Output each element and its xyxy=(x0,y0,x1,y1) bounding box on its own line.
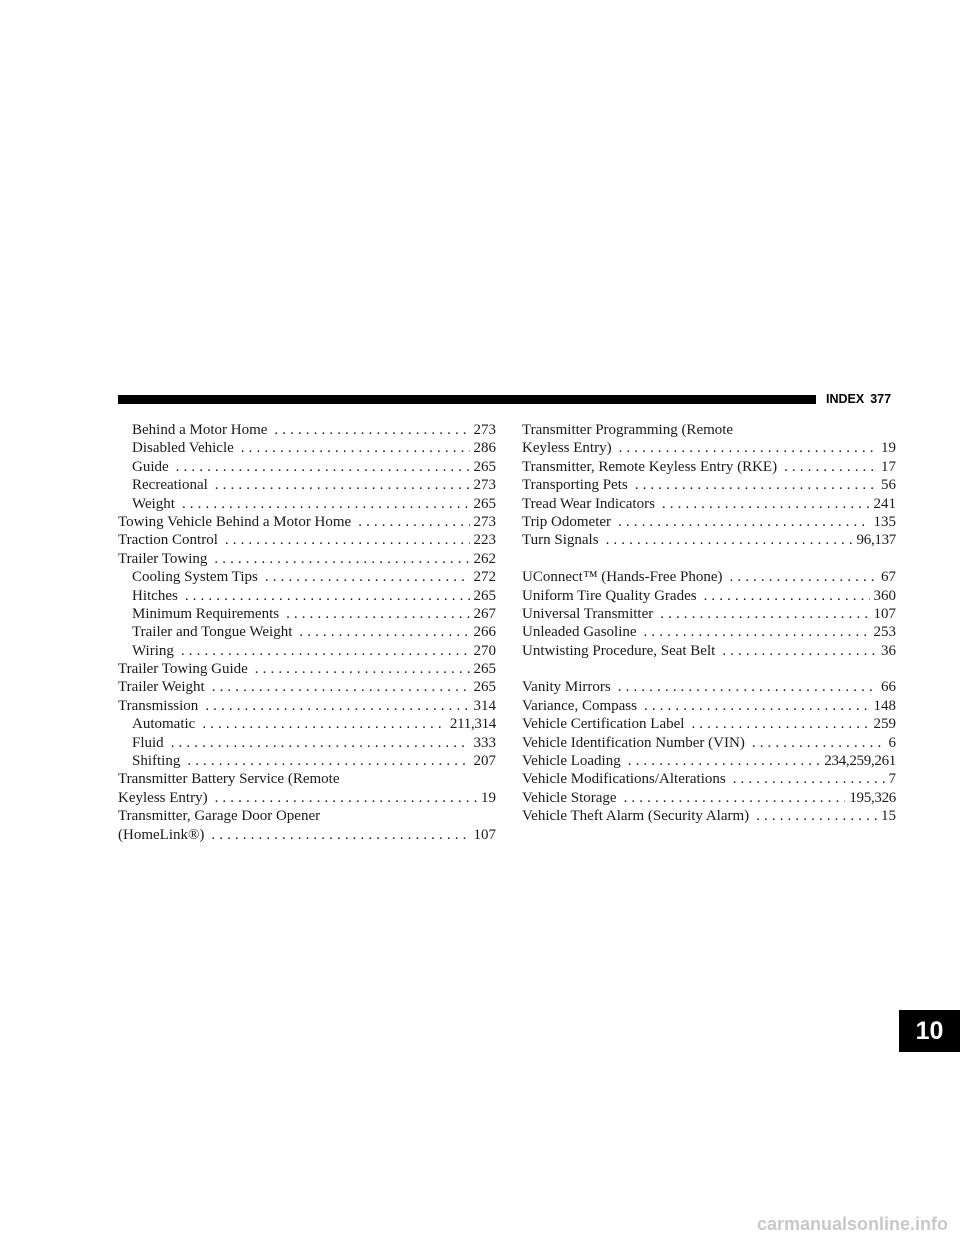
entry-page: 96,137 xyxy=(856,532,896,549)
entry-label: Fluid xyxy=(132,734,164,751)
entry-label: (HomeLink®) xyxy=(118,826,205,843)
index-entry xyxy=(118,476,496,494)
index-entry xyxy=(118,697,496,715)
entry-label: Trailer Towing xyxy=(118,550,208,567)
entry-label: Trailer and Tongue Weight xyxy=(132,624,293,641)
entry-label: Turn Signals xyxy=(522,532,599,549)
dot-leader xyxy=(618,678,877,696)
dot-leader xyxy=(704,587,870,605)
dot-leader xyxy=(618,513,869,531)
dot-leader xyxy=(644,623,870,641)
dot-leader xyxy=(182,495,470,513)
entry-page: 223 xyxy=(473,532,496,549)
header-rule xyxy=(118,395,816,404)
dot-leader xyxy=(215,789,477,807)
index-entry xyxy=(522,807,896,825)
entry-page: 148 xyxy=(873,697,896,714)
entry-page: 267 xyxy=(473,605,496,622)
entry-page: 259 xyxy=(873,716,896,733)
index-entry xyxy=(118,660,496,678)
index-entry xyxy=(522,734,896,752)
dot-leader xyxy=(211,826,469,844)
entry-label: Shifting xyxy=(132,753,181,770)
entry-label: Variance, Compass xyxy=(522,697,637,714)
entry-page: 272 xyxy=(473,569,496,586)
entry-label: Hitches xyxy=(132,587,178,604)
entry-page: 286 xyxy=(473,440,496,457)
index-entry xyxy=(118,826,496,844)
dot-leader xyxy=(722,642,877,660)
entry-label: Vehicle Storage xyxy=(522,789,617,806)
dot-leader xyxy=(265,568,470,586)
watermark: carmanualsonline.info xyxy=(756,1214,948,1234)
running-header xyxy=(826,391,891,408)
dot-leader xyxy=(752,734,885,752)
entry-page: 262 xyxy=(473,550,496,567)
dot-leader xyxy=(185,587,470,605)
index-entry xyxy=(118,715,496,733)
entry-page: 195,326 xyxy=(849,789,896,806)
dot-leader xyxy=(202,715,446,733)
index-entry xyxy=(118,421,496,439)
index-column-left xyxy=(118,421,496,844)
page-number: 377 xyxy=(870,392,892,406)
dot-leader xyxy=(299,623,469,641)
dot-leader xyxy=(730,568,878,586)
entry-label: Traction Control xyxy=(118,532,218,549)
index-entry xyxy=(118,752,496,770)
dot-leader xyxy=(225,531,470,549)
entry-label: Uniform Tire Quality Grades xyxy=(522,587,697,604)
entry-page: 270 xyxy=(473,642,496,659)
dot-leader xyxy=(644,697,870,715)
entry-label-first-line: Transmitter Programming (Remote xyxy=(522,422,734,438)
index-entry xyxy=(118,789,496,807)
dot-leader xyxy=(176,458,470,476)
index-entry xyxy=(522,642,896,660)
entry-label: Transmission xyxy=(118,697,199,714)
dot-leader xyxy=(756,807,877,825)
entry-label: Universal Transmitter xyxy=(522,605,654,622)
index-entry xyxy=(522,770,896,788)
entry-page: 333 xyxy=(473,734,496,751)
entry-label: Trip Odometer xyxy=(522,513,612,530)
index-entry xyxy=(118,587,496,605)
section-title: INDEX xyxy=(826,392,865,406)
dot-leader xyxy=(241,439,470,457)
dot-leader xyxy=(624,789,846,807)
entry-page: 207 xyxy=(473,753,496,770)
index-entry xyxy=(522,495,896,513)
chapter-tab: 10 xyxy=(899,1010,960,1052)
entry-label: Wiring xyxy=(132,642,174,659)
index-entry xyxy=(118,642,496,660)
dot-leader xyxy=(635,476,877,494)
entry-label: Keyless Entry) xyxy=(118,789,208,806)
entry-label: Vanity Mirrors xyxy=(522,679,611,696)
entry-page: 265 xyxy=(473,458,496,475)
dot-leader xyxy=(286,605,469,623)
dot-leader xyxy=(733,770,885,788)
entry-label: Vehicle Loading xyxy=(522,753,621,770)
entry-page: 253 xyxy=(873,624,896,641)
entry-page: 234,259,261 xyxy=(824,753,896,770)
entry-label: Towing Vehicle Behind a Motor Home xyxy=(118,513,352,530)
dot-leader xyxy=(171,734,470,752)
entry-page: 241 xyxy=(873,495,896,512)
index-entry xyxy=(522,697,896,715)
dot-leader xyxy=(205,697,469,715)
dot-leader xyxy=(187,752,469,770)
entry-label: Vehicle Certification Label xyxy=(522,716,685,733)
index-entry xyxy=(522,587,896,605)
entry-page: 56 xyxy=(881,477,896,494)
dot-leader xyxy=(212,678,470,696)
index-entry xyxy=(118,734,496,752)
index-entry xyxy=(522,439,896,457)
dot-leader xyxy=(628,752,821,770)
index-entry xyxy=(522,476,896,494)
entry-page: 265 xyxy=(473,679,496,696)
entry-label: Untwisting Procedure, Seat Belt xyxy=(522,642,716,659)
entry-label: Transmitter, Remote Keyless Entry (RKE) xyxy=(522,458,778,475)
index-entry xyxy=(522,752,896,770)
entry-page: 107 xyxy=(873,605,896,622)
entry-page: 15 xyxy=(881,808,896,825)
entry-page: 7 xyxy=(888,771,896,788)
index-entry xyxy=(118,550,496,568)
entry-label: Weight xyxy=(132,495,175,512)
entry-page: 36 xyxy=(881,642,896,659)
dot-leader xyxy=(662,495,870,513)
entry-label: Trailer Towing Guide xyxy=(118,661,248,678)
index-entry xyxy=(118,531,496,549)
entry-label-first-line: Transmitter, Garage Door Opener xyxy=(118,808,321,825)
index-entry xyxy=(522,531,896,549)
entry-page: 273 xyxy=(473,513,496,530)
entry-label-first-line: Transmitter Battery Service (Remote xyxy=(118,771,340,788)
entry-label: Minimum Requirements xyxy=(132,605,280,622)
entry-page: 135 xyxy=(873,513,896,530)
entry-label: Vehicle Identification Number (VIN) xyxy=(522,734,745,751)
dot-leader xyxy=(181,642,470,660)
index-entry xyxy=(522,623,896,641)
dot-leader xyxy=(255,660,470,678)
index-entry xyxy=(522,715,896,733)
entry-label: Keyless Entry) xyxy=(522,440,612,457)
entry-label: Tread Wear Indicators xyxy=(522,495,655,512)
entry-label: UConnect™ (Hands-Free Phone) xyxy=(522,569,723,586)
entry-label: Vehicle Modifications/Alterations xyxy=(522,771,726,788)
index-entry xyxy=(522,605,896,623)
index-entry xyxy=(522,568,896,586)
entry-page: 6 xyxy=(888,734,896,751)
entry-page: 266 xyxy=(473,624,496,641)
index-entry xyxy=(522,513,896,531)
index-entry xyxy=(522,678,896,696)
entry-label: Vehicle Theft Alarm (Security Alarm) xyxy=(522,808,750,825)
entry-label: Recreational xyxy=(132,477,208,494)
entry-page: 19 xyxy=(481,789,496,806)
dot-leader xyxy=(606,531,853,549)
index-entry xyxy=(118,678,496,696)
dot-leader xyxy=(619,439,877,457)
index-entry xyxy=(118,439,496,457)
entry-page: 265 xyxy=(473,495,496,512)
index-entry xyxy=(522,789,896,807)
dot-leader xyxy=(784,458,877,476)
entry-page: 19 xyxy=(881,440,896,457)
entry-page: 273 xyxy=(473,422,496,438)
dot-leader xyxy=(358,513,469,531)
index-entry xyxy=(118,513,496,531)
entry-page: 265 xyxy=(473,661,496,678)
entry-label: Trailer Weight xyxy=(118,679,205,696)
entry-label: Automatic xyxy=(132,716,196,733)
entry-label: Cooling System Tips xyxy=(132,569,258,586)
index-entry xyxy=(118,458,496,476)
entry-page: 17 xyxy=(881,458,896,475)
index-entry xyxy=(522,458,896,476)
entry-label: Disabled Vehicle xyxy=(132,440,234,457)
dot-leader xyxy=(660,605,869,623)
entry-page: 273 xyxy=(473,477,496,494)
entry-page: 211,314 xyxy=(449,716,496,733)
entry-page: 265 xyxy=(473,587,496,604)
index-column-right xyxy=(522,421,896,826)
dot-leader xyxy=(215,476,470,494)
entry-page: 360 xyxy=(873,587,896,604)
entry-label: Unleaded Gasoline xyxy=(522,624,637,641)
index-entry xyxy=(118,623,496,641)
entry-label: Guide xyxy=(132,458,169,475)
entry-page: 66 xyxy=(881,679,896,696)
entry-label: Transporting Pets xyxy=(522,477,628,494)
entry-page: 107 xyxy=(473,826,496,843)
entry-page: 67 xyxy=(881,569,896,586)
dot-leader xyxy=(691,715,869,733)
entry-label: Behind a Motor Home xyxy=(132,422,268,438)
entry-page: 314 xyxy=(473,697,496,714)
dot-leader xyxy=(274,421,469,439)
index-entry xyxy=(118,495,496,513)
index-entry xyxy=(118,605,496,623)
index-entry xyxy=(118,568,496,586)
dot-leader xyxy=(214,550,469,568)
